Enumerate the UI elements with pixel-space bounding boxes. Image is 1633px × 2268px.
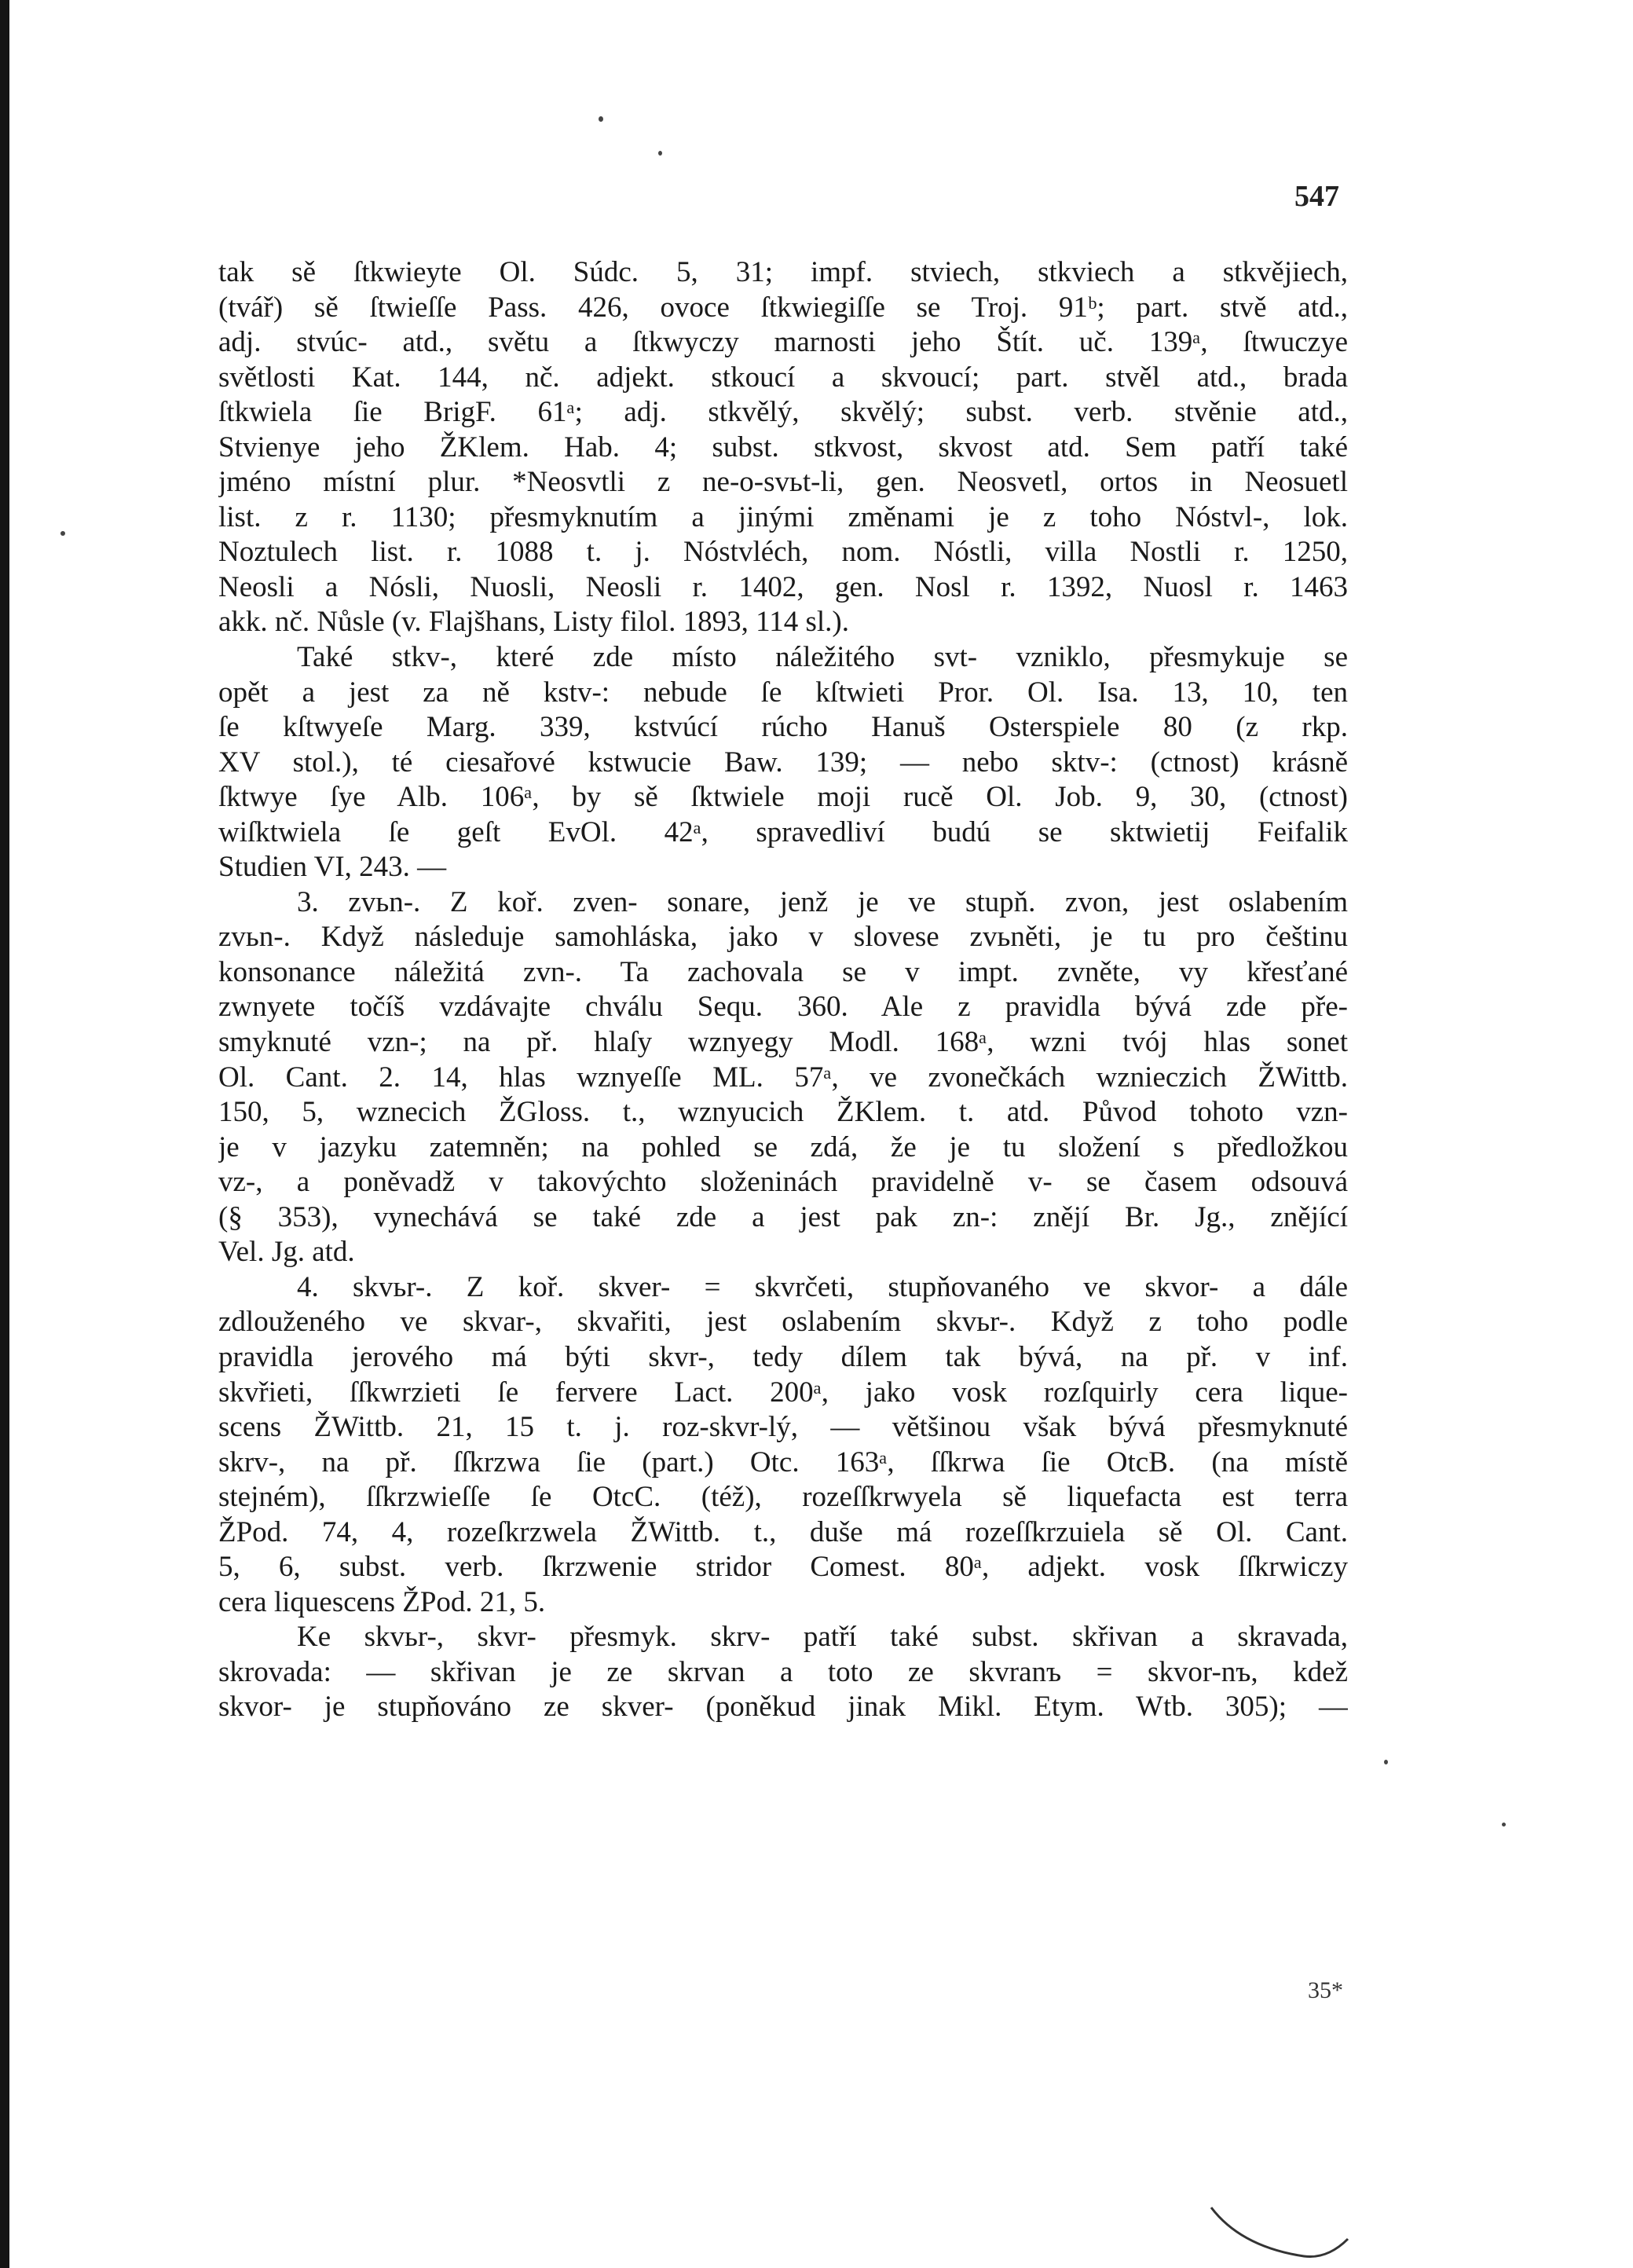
scan-speck: [60, 531, 65, 536]
text-line: skvor- je stupňováno ze skver- (poněkud jinak Mikl. Etym. Wtb. 305); —: [218, 1691, 1348, 1724]
text-line: wiſktwiela ſe geſt EvOl. 42ᵃ, spravedliví budú se sktwietij Feifalik: [218, 815, 1348, 848]
text-line: ſe kſtwyeſe Marg. 339, kstvúcí rúcho Hanuš Osterspiele 80 (z rkp.: [218, 711, 1348, 744]
text-line: scens ŽWittb. 21, 15 t. j. roz-skvr-lý, — většinou však bývá přesmyknuté: [218, 1411, 1348, 1444]
text-line: ſtkwiela ſie BrigF. 61ᵃ; adj. stkvělý, skvělý; subst. verb. stvěnie atd.,: [218, 396, 1348, 429]
text-line: pravidla jerového má býti skvr-, tedy dílem tak bývá, na př. v inf.: [218, 1340, 1348, 1373]
scan-speck: [1502, 1823, 1506, 1826]
text-line: 4. skvьr-. Z koř. skver- = skvrčeti, stupňovaného ve skvor- a dále: [297, 1270, 1348, 1303]
text-line: 5, 6, subst. verb. ſkrzwenie stridor Comest. 80ᵃ, adjekt. vosk ſſkrwiczy: [218, 1551, 1348, 1584]
text-line: skrv-, na př. ſſkrzwa ſie (part.) Otc. 163ᵃ, ſſkrwa ſie OtcB. (na místě: [218, 1445, 1348, 1478]
scan-speck: [1384, 1760, 1388, 1764]
text-line: skrovada: — skřivan je ze skrvan a toto ze skvranъ = skvor-nъ, kdež: [218, 1655, 1348, 1688]
text-line: vz-, a poněvadž v takovýchto složeninách pravidelně v- se časem odsouvá: [218, 1166, 1348, 1199]
scan-binding-edge: [0, 0, 9, 2268]
sheet-signature: 35*: [1308, 1977, 1343, 2003]
text-line: Neosli a Nósli, Nuosli, Neosli r. 1402, gen. Nosl r. 1392, Nuosl r. 1463: [218, 570, 1348, 603]
text-line: 150, 5, wznecich ŽGloss. t., wznyucich ŽKlem. t. atd. Původ tohoto vzn-: [218, 1096, 1348, 1129]
text-line: Noztulech list. r. 1088 t. j. Nóstvléch, nom. Nóstli, villa Nostli r. 1250,: [218, 536, 1348, 569]
body-text: [218, 255, 1348, 1725]
text-line: akk. nč. Nůsle (v. Flajšhans, Listy filol. 1893, 114 sl.).: [218, 606, 849, 639]
text-line: smyknuté vzn-; na př. hlaſy wznyegy Modl. 168ᵃ, wzni tvój hlas sonet: [218, 1026, 1348, 1059]
scan-mark: [1210, 2192, 1351, 2263]
text-line: tak sě ſtkwieyte Ol. Súdc. 5, 31; impf. stviech, stkviech a stkvějiech,: [218, 256, 1348, 288]
text-line: jméno místní plur. *Neosvtli z ne-o-svьt-li, gen. Neosvetl, ortos in Neosuetl: [218, 466, 1348, 499]
text-line: stejném), ſſkrzwieſſe ſe OtcC. (též), rozeſſkrwyela sě liquefacta est terra: [218, 1481, 1348, 1514]
text-line: Také stkv-, které zde místo náležitého svt- vzniklo, přesmykuje se: [297, 641, 1348, 674]
text-line: list. z r. 1130; přesmyknutím a jinými změnami je z toho Nóstvl-, lok.: [218, 500, 1348, 533]
text-line: Stvienye jeho ŽKlem. Hab. 4; subst. stkvost, skvost atd. Sem patří také: [218, 431, 1348, 463]
text-line: zwnyete točíš vzdávajte chválu Sequ. 360. Ale z pravidla bývá zde pře-: [218, 991, 1348, 1024]
text-line: světlosti Kat. 144, nč. adjekt. stkoucí a skvoucí; part. stvěl atd., brada: [218, 361, 1348, 394]
text-line: 3. zvьn-. Z koř. zven- sonare, jenž je ve stupň. zvon, jest oslabením: [297, 885, 1348, 918]
text-line: je v jazyku zatemněn; na pohled se zdá, že je tu složení s předložkou: [218, 1130, 1348, 1163]
text-line: zvьn-. Když následuje samohláska, jako v slovese zvьněti, je tu pro češtinu: [218, 921, 1348, 954]
scan-speck: [599, 116, 603, 122]
text-line: zdlouženého ve skvar-, skvařiti, jest oslabením skvьr-. Když z toho podle: [218, 1306, 1348, 1339]
text-line: skvřieti, ſſkwrzieti ſe fervere Lact. 200ᵃ, jako vosk rozſquirly cera lique-: [218, 1376, 1348, 1409]
text-line: cera liquescens ŽPod. 21, 5.: [218, 1585, 546, 1618]
text-line: Studien VI, 243. —: [218, 851, 447, 884]
page-number: 547: [1294, 180, 1339, 213]
text-line: adj. stvúc- atd., světu a ſtkwyczy marnosti jeho Štít. uč. 139ᵃ, ſtwuczye: [218, 326, 1348, 359]
text-line: Ke skvьr-, skvr- přesmyk. skrv- patří také subst. skřivan a skravada,: [297, 1621, 1348, 1654]
text-line: ŽPod. 74, 4, rozeſkrzwela ŽWittb. t., duše má rozeſſkrzuiela sě Ol. Cant.: [218, 1515, 1348, 1548]
text-line: Vel. Jg. atd.: [218, 1236, 355, 1269]
text-line: XV stol.), té ciesařové kstwucie Baw. 139; — nebo sktv-: (ctnost) krásně: [218, 746, 1348, 779]
text-line: (tvář) sě ſtwieſſe Pass. 426, ovoce ſtkwiegiſſe se Troj. 91ᵇ; part. stvě atd.,: [218, 291, 1348, 324]
text-line: opět a jest za ně kstv-: nebude ſe kſtwieti Pror. Ol. Isa. 13, 10, ten: [218, 676, 1348, 709]
scan-speck: [658, 151, 662, 156]
text-line: konsonance náležitá zvn-. Ta zachovala se v impt. zvněte, vy křesťané: [218, 955, 1348, 988]
text-line: ſktwye ſye Alb. 106ᵃ, by sě ſktwiele moji rucě Ol. Job. 9, 30, (ctnost): [218, 781, 1348, 814]
text-line: (§ 353), vynechává se také zde a jest pak zn-: znějí Br. Jg., znějící: [218, 1200, 1348, 1233]
text-line: Ol. Cant. 2. 14, hlas wznyeſſe ML. 57ᵃ, ve zvonečkách wznieczich ŽWittb.: [218, 1061, 1348, 1094]
